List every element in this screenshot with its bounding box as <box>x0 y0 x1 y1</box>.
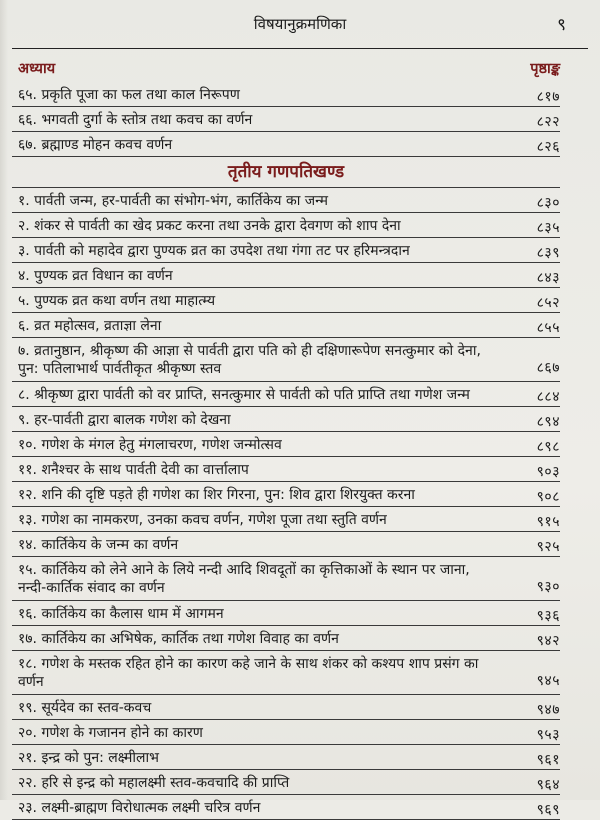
toc-entry <box>12 107 560 132</box>
toc-entry-page: ९४२ <box>536 633 560 649</box>
toc-entry <box>12 238 560 263</box>
contents-list <box>12 82 560 820</box>
toc-entry <box>12 720 560 745</box>
toc-entry-page: ९३० <box>536 579 560 595</box>
page-gutter-shadow <box>0 0 8 800</box>
toc-entry-title: ११. शनैश्चर के साथ पार्वती देवी का वार्त्तालाप <box>18 462 249 478</box>
toc-entry-title: ८. श्रीकृष्ण द्वारा पार्वती को वर प्राप्ति, सनत्कुमार से पार्वती को पति प्राप्ति तथा गणेश जन्म <box>18 387 470 403</box>
running-head <box>0 8 600 44</box>
column-headings <box>12 54 560 80</box>
toc-entry-title: ७. व्रतानुष्ठान, श्रीकृष्ण की आज्ञा से पार्वती द्वारा पति को ही दक्षिणारूपेण सनत्कुमार को देना, पुन: पतिलाभार्थ पार्वतीकृत श्रीकृष्ण स्तव <box>18 343 481 377</box>
toc-entry <box>12 532 560 557</box>
toc-entry-page: ९६९ <box>536 802 560 818</box>
toc-entry-title: १५. कार्तिकेय को लेने आने के लिये नन्दी आदि शिवदूतों का कृत्तिकाओं के स्थान पर जाना, नन्दी-कार्तिक संवाद का वर्णन <box>18 562 470 596</box>
toc-entry-page: ८९८ <box>536 439 560 455</box>
toc-entry-title: ३. पार्वती को महादेव द्वारा पुण्यक व्रत का उपदेश तथा गंगा तट पर हरिमन्त्रदान <box>18 243 410 259</box>
toc-entry-title: २१. इन्द्र को पुन: लक्ष्मीलाभ <box>18 750 159 766</box>
toc-entry-title: १३. गणेश का नामकरण, उनका कवच वर्णन, गणेश पूजा तथा स्तुति वर्णन <box>18 512 387 528</box>
toc-entry <box>12 557 560 601</box>
toc-entry-page: ९०३ <box>536 464 560 480</box>
page-column-heading: पृष्ठाङ्क <box>530 61 560 77</box>
toc-entry-title: ५. पुण्यक व्रत कथा वर्णन तथा माहात्म्य <box>18 293 216 309</box>
toc-entry-page: ८३० <box>536 195 560 211</box>
section-title: तृतीय गणपतिखण्ड <box>12 157 560 188</box>
toc-entry <box>12 407 560 432</box>
toc-entry-title: १६. कार्तिकेय का कैलास धाम में आगमन <box>18 606 224 622</box>
toc-entry <box>12 263 560 288</box>
toc-entry <box>12 432 560 457</box>
toc-entry <box>12 507 560 532</box>
toc-entry-page: ९४५ <box>536 673 560 689</box>
toc-entry <box>12 382 560 407</box>
toc-entry-title: २३. लक्ष्मी-ब्राह्मण विरोधात्मक लक्ष्मी चरित्र वर्णन <box>18 800 261 816</box>
toc-entry-page: ८२६ <box>536 139 560 155</box>
toc-entry-page: ८५२ <box>536 295 560 311</box>
toc-entry-page: ९३६ <box>536 608 560 624</box>
toc-entry-page: ८५५ <box>536 320 560 336</box>
toc-entry-page: ८६७ <box>536 360 560 376</box>
toc-entry <box>12 313 560 338</box>
page-number: ९ <box>557 15 566 35</box>
toc-entry-page: ९२५ <box>536 539 560 555</box>
toc-entry-title: ६५. प्रकृति पूजा का फल तथा काल निरूपण <box>18 87 240 103</box>
chapter-column-heading: अध्याय <box>18 61 56 77</box>
toc-entry <box>12 745 560 770</box>
toc-entry-title: १९. सूर्यदेव का स्तव-कवच <box>18 700 152 716</box>
toc-entry <box>12 770 560 795</box>
toc-entry-page: ८८४ <box>536 389 560 405</box>
toc-entry-page: ९१५ <box>536 514 560 530</box>
toc-entry-title: ४. पुण्यक व्रत विधान का वर्णन <box>18 268 173 284</box>
toc-entry-title: १४. कार्तिकेय के जन्म का वर्णन <box>18 537 179 553</box>
toc-entry-title: १८. गणेश के मस्तक रहित होने का कारण कहे जाने के साथ शंकर को कश्यप शाप प्रसंग का वर्णन <box>18 656 479 690</box>
toc-entry-title: ६६. भगवती दुर्गा के स्तोत्र तथा कवच का वर्णन <box>18 112 253 128</box>
toc-entry-page: ८४३ <box>536 270 560 286</box>
toc-entry-page: ८२२ <box>536 114 560 130</box>
toc-entry-title: ६. व्रत महोत्सव, व्रताज्ञा लेना <box>18 318 162 334</box>
toc-entry-page: ८३५ <box>536 220 560 236</box>
toc-entry <box>12 457 560 482</box>
toc-entry-page: ९४७ <box>536 702 560 718</box>
toc-entry-title: १७. कार्तिकेय का अभिषेक, कार्तिक तथा गणेश विवाह का वर्णन <box>18 631 339 647</box>
toc-entry-title: ९. हर-पार्वती द्वारा बालक गणेश को देखना <box>18 412 231 428</box>
toc-entry-page: ८९४ <box>536 414 560 430</box>
toc-entry <box>12 695 560 720</box>
toc-entry-title: १२. शनि की दृष्टि पड़ते ही गणेश का शिर गिरना, पुन: शिव द्वारा शिरयुक्त करना <box>18 487 415 503</box>
header-rule <box>12 48 588 49</box>
toc-entry-title: २०. गणेश के गजानन होने का कारण <box>18 725 203 741</box>
toc-entry-title: १०. गणेश के मंगल हेतु मंगलाचरण, गणेश जन्मोत्सव <box>18 437 282 453</box>
toc-entry <box>12 213 560 238</box>
toc-entry-title: ६७. ब्रह्माण्ड मोहन कवच वर्णन <box>18 137 173 153</box>
toc-entry <box>12 288 560 313</box>
toc-entry <box>12 601 560 626</box>
toc-entry <box>12 626 560 651</box>
toc-entry-title: २२. हरि से इन्द्र को महालक्ष्मी स्तव-कवचादि की प्राप्ति <box>18 775 290 791</box>
toc-entry-page: ९६१ <box>536 752 560 768</box>
toc-entry-page: ९६४ <box>536 777 560 793</box>
toc-entry-page: ९५३ <box>536 727 560 743</box>
toc-entry <box>12 651 560 695</box>
toc-entry <box>12 482 560 507</box>
toc-entry <box>12 338 560 382</box>
running-title: विषयानुक्रमणिका <box>253 15 347 33</box>
toc-entry <box>12 188 560 213</box>
toc-entry <box>12 82 560 107</box>
toc-entry-page: ९०८ <box>536 489 560 505</box>
toc-entry-page: ८३९ <box>536 245 560 261</box>
toc-entry-title: २. शंकर से पार्वती का खेद प्रकट करना तथा उनके द्वारा देवगण को शाप देना <box>18 218 401 234</box>
toc-entry <box>12 132 560 157</box>
toc-entry-title: १. पार्वती जन्म, हर-पार्वती का संभोग-भंग, कार्तिकेय का जन्म <box>18 193 329 209</box>
toc-entry <box>12 795 560 820</box>
toc-entry-page: ८१७ <box>536 89 560 105</box>
